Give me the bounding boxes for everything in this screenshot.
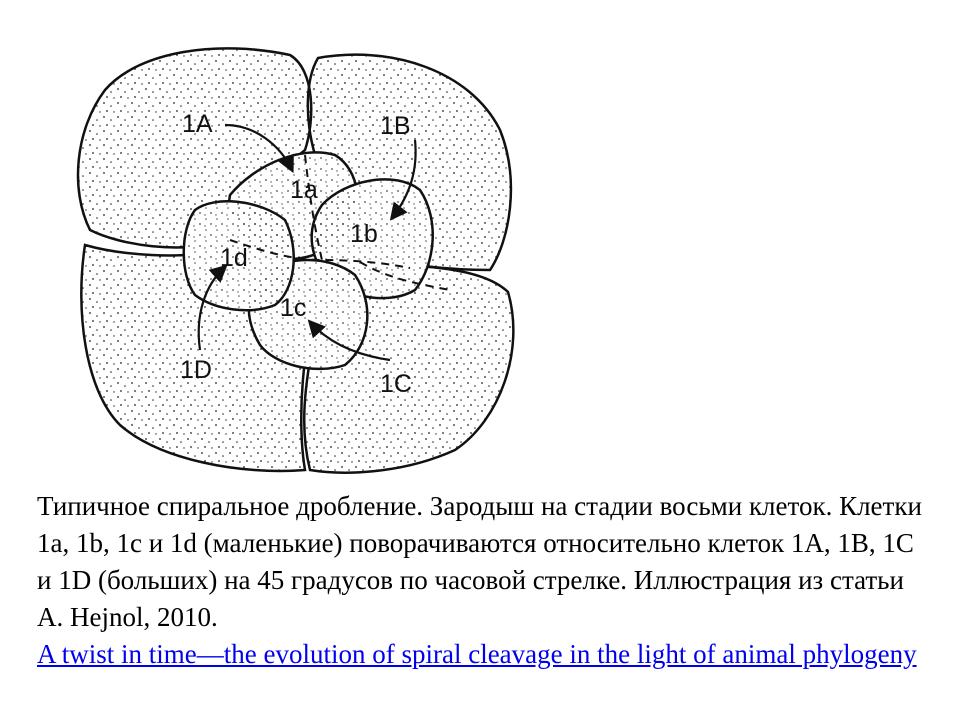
source-article-link[interactable]: A twist in time—the evolution of spiral cleavage in the light of animal phylogeny — [37, 639, 917, 669]
label-1B: 1B — [380, 112, 411, 140]
label-1c: 1c — [280, 294, 307, 322]
label-1d: 1d — [220, 244, 248, 272]
label-1D: 1D — [180, 356, 212, 384]
label-1A: 1A — [182, 110, 213, 138]
caption-text: Типичное спиральное дробление. Зародыш на стадии восьми клеток. Клетки 1a, 1b, 1c и 1d (маленькие) поворачиваются относительно клеток 1A, 1B, 1C и 1D (больших) на 45 градусов по часовой стрелке. Иллюстрация из статьи A. Hejnol, 2010. — [37, 491, 922, 632]
label-1b: 1b — [350, 220, 378, 248]
spiral-cleavage-diagram — [60, 30, 540, 490]
label-1C: 1C — [380, 370, 412, 398]
label-1a: 1a — [290, 176, 318, 204]
figure-caption — [37, 488, 927, 673]
